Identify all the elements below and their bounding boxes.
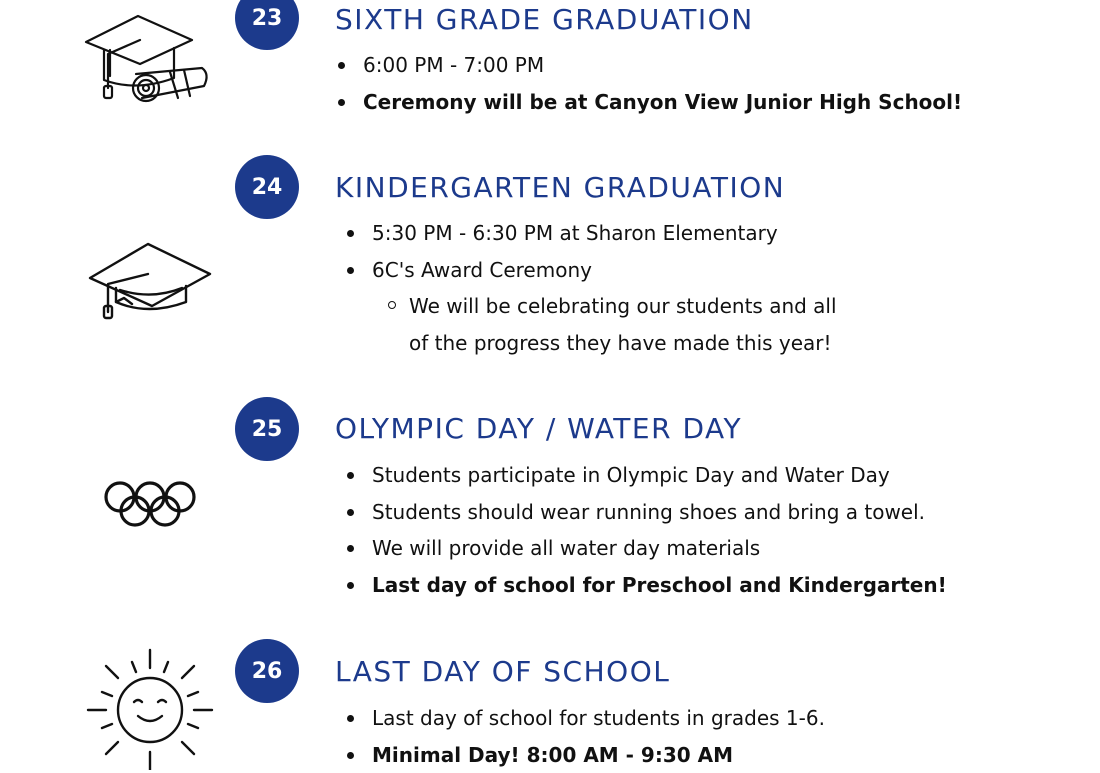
date-badge	[235, 0, 299, 50]
list-item: 6C's Award Ceremony	[372, 252, 837, 289]
date-badge	[235, 155, 299, 219]
event-title: LAST DAY OF SCHOOL	[335, 655, 670, 688]
list-item: 5:30 PM - 6:30 PM at Sharon Elementary	[372, 215, 837, 252]
event-details-list	[372, 700, 825, 773]
graduation-cap-icon	[86, 240, 214, 322]
graduation-cap-diploma-icon	[80, 10, 212, 105]
event-details-list	[372, 457, 947, 603]
event-details-list	[372, 215, 837, 361]
event-title: OLYMPIC DAY / WATER DAY	[335, 412, 742, 445]
date-badge-label: 26	[252, 659, 283, 684]
list-item: Last day of school for students in grades 1-6.	[372, 700, 825, 737]
list-item: Ceremony will be at Canyon View Junior High School!	[363, 84, 962, 121]
event-title: SIXTH GRADE GRADUATION	[335, 3, 754, 36]
list-item: Students should wear running shoes and bring a towel.	[372, 494, 947, 531]
date-badge	[235, 397, 299, 461]
event-title: KINDERGARTEN GRADUATION	[335, 171, 785, 204]
list-item: We will provide all water day materials	[372, 530, 947, 567]
event-details-list	[363, 47, 962, 120]
date-badge-label: 23	[252, 6, 283, 31]
date-badge-label: 25	[252, 417, 283, 442]
date-badge-label: 24	[252, 175, 283, 200]
list-item: Last day of school for Preschool and Kindergarten!	[372, 567, 947, 604]
olympic-rings-icon	[102, 478, 198, 528]
sub-list-item: We will be celebrating our students and all	[372, 288, 837, 325]
list-item: Students participate in Olympic Day and Water Day	[372, 457, 947, 494]
date-badge	[235, 639, 299, 703]
smiling-sun-icon	[86, 646, 214, 770]
list-item: 6:00 PM - 7:00 PM	[363, 47, 962, 84]
list-item: Minimal Day! 8:00 AM - 9:30 AM	[372, 737, 825, 773]
sub-list-item-continuation: of the progress they have made this year!	[372, 325, 837, 362]
